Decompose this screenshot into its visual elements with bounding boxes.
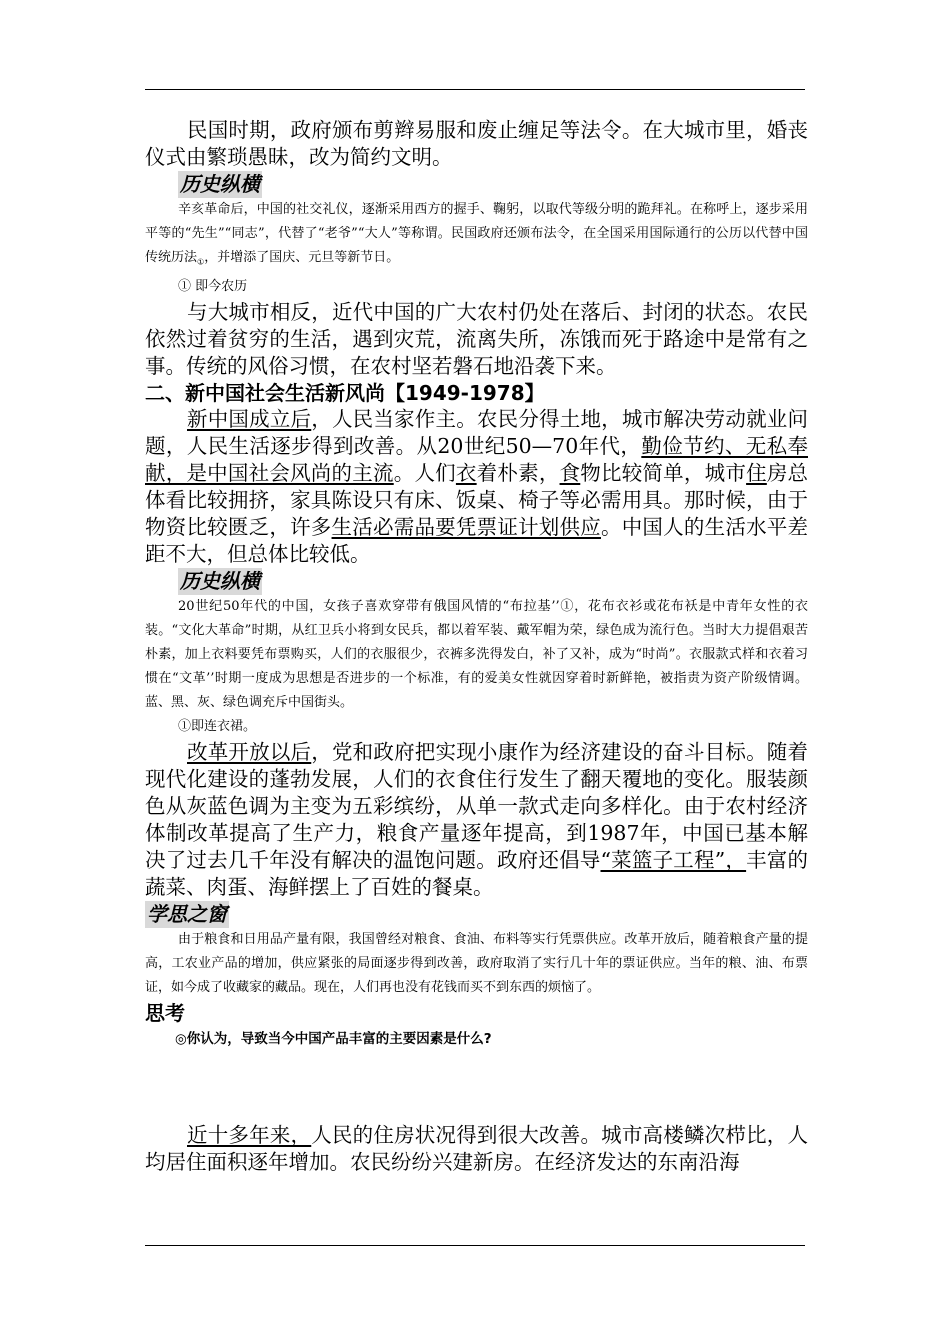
underlined-phrase: 勤俭节约、无私奉献，是中国社会风尚的主流 [145, 433, 808, 485]
underlined-phrase: 新中国成立后 [187, 406, 312, 431]
paragraph-text: 人民的住房状况得到很大改善。城市高楼鳞次栉比，人均居住面积逐年增加。农民纷纷兴建新房。在经济发达的东南沿海 [145, 1122, 809, 1174]
underlined-phrase: 衣 [455, 460, 477, 485]
footnote-marker: ① [197, 257, 205, 267]
paragraph-text: 物比较简单，城市 [580, 460, 747, 485]
history-box-text [145, 198, 808, 275]
study-box-heading: 学思之窗 [147, 901, 227, 926]
underlined-phrase: 住 [746, 460, 767, 485]
paragraph-text: 房总体看比较拥挤，家具陈设只有床、饭桌、椅子等必需用具。那时候，由于物资比较匮乏，许多 [145, 460, 809, 539]
underlined-phrase: 生活必需品要凭票证计划供应 [331, 514, 601, 539]
history-box-text-b: ，并增添了国庆、元旦等新节日。 [204, 250, 400, 265]
paragraph-text: 丰富的蔬菜、肉蛋、海鲜摆上了百姓的餐桌。 [145, 847, 809, 899]
paragraph-republic-era [145, 117, 808, 171]
paragraph-rural [145, 299, 808, 380]
header-rule [145, 89, 805, 90]
paragraph-text: 与大城市相反，近代中国的广大农村仍处在落后、封闭的状态。农民依然过着贫穷的生活，遇到灾荒，流离失所，冻饿而死于路途中是常有之事。传统的风俗习惯，在农村坚若磐石地沿袭下来。 [145, 299, 808, 378]
history-box-2 [145, 568, 808, 739]
footer-rule [145, 1245, 805, 1246]
history-box-1 [145, 171, 808, 299]
paragraph-text: 着朴素， [476, 460, 560, 485]
history-box-heading: 历史纵横 [180, 568, 260, 593]
think-heading: 思考 [145, 1000, 185, 1025]
underlined-phrase: 改革开放以后 [187, 739, 312, 764]
footnote: ① 即今农历 [178, 278, 248, 294]
underlined-phrase: 近十多年来， [187, 1122, 312, 1147]
page-content [145, 117, 808, 1176]
paragraph-reform [145, 739, 808, 901]
paragraph-new-china [145, 406, 808, 568]
history-box-heading: 历史纵横 [180, 172, 260, 196]
answer-space [145, 1052, 808, 1122]
history-box-text: 20世纪50年代的中国，女孩子喜欢穿带有俄国风情的“布拉基’’①，花布衣衫或花布袄是中青年女性的衣装。“文化大革命”时期，从红卫兵小将到女民兵，都以着军装、戴军帽为荣，绿色成为流行色。当时大力提倡艰苦朴素，加上衣料要凭布票购买，人们的衣服很少，衣裤多洗得发白，补了又补，成为“时尚”。衣服款式样和衣着习惯在“文革’’时期一度成为思想是否进步的一个标准，有的爱美女性就因穿着时新鲜艳，被指责为资产阶级情调。蓝、黑、灰、绿色调充斥中国街头。 [145, 598, 808, 710]
paragraph-text: 。人们 [393, 460, 456, 485]
paragraph-housing [145, 1122, 808, 1176]
study-box-text: 由于粮食和日用品产量有限，我国曾经对粮食、食油、布料等实行凭票供应。改革开放后，随着粮食产量的提高，工农业产品的增加，供应紧张的局面逐步得到改善，政府取消了实行几十年的票证供应。当年的粮、油、布票证，如今成了收藏家的藏品。现在，人们再也没有花钱而买不到东西的烦恼了。 [145, 931, 808, 995]
think-question: ◎你认为，导致当今中国产品丰富的主要因素是什么? [175, 1030, 492, 1047]
study-box [145, 901, 808, 1000]
paragraph-text: 。中国人的生活水平差距不大，但总体比较低。 [145, 514, 809, 566]
history-box-text-a: 辛亥革命后，中国的社交礼仪，逐渐采用西方的握手、鞠躬，以取代等级分明的跪拜礼。在称呼上，逐步采用平等的“先生”“同志”，代替了“老爷”“大人”等称谓。民国政府还颁布法令，在全国采用国际通行的公历以代替中国传统历法 [145, 202, 808, 265]
paragraph-text: 民国时期，政府颁布剪辫易服和废止缠足等法令。在大城市里，婚丧仪式由繁琐愚昧，改为简约文明。 [145, 118, 808, 169]
underlined-phrase: 食 [559, 460, 581, 485]
section-heading: 二、新中国社会生活新风尚【1949-1978】 [145, 380, 545, 405]
underlined-phrase: “菜篮子工程”， [600, 847, 747, 872]
paragraph-text: ，人民当家作主。农民分得土地，城市解决劳动就业问题，人民生活逐步得到改善。从20世纪50—70年代， [145, 406, 809, 458]
paragraph-text: ，党和政府把实现小康作为经济建设的奋斗目标。随着现代化建设的蓬勃发展，人们的衣食住行发生了翻天覆地的变化。服装颜色从灰蓝色调为主变为五彩缤纷，从单一款式走向多样化。由于农村经济体制改革提高了生产力，粮食产量逐年提高，到1987年，中国已基本解决了过去几千年没有解决的温饱问题。政府还倡导 [145, 739, 809, 872]
footnote: ①即连衣裙。 [178, 718, 257, 734]
